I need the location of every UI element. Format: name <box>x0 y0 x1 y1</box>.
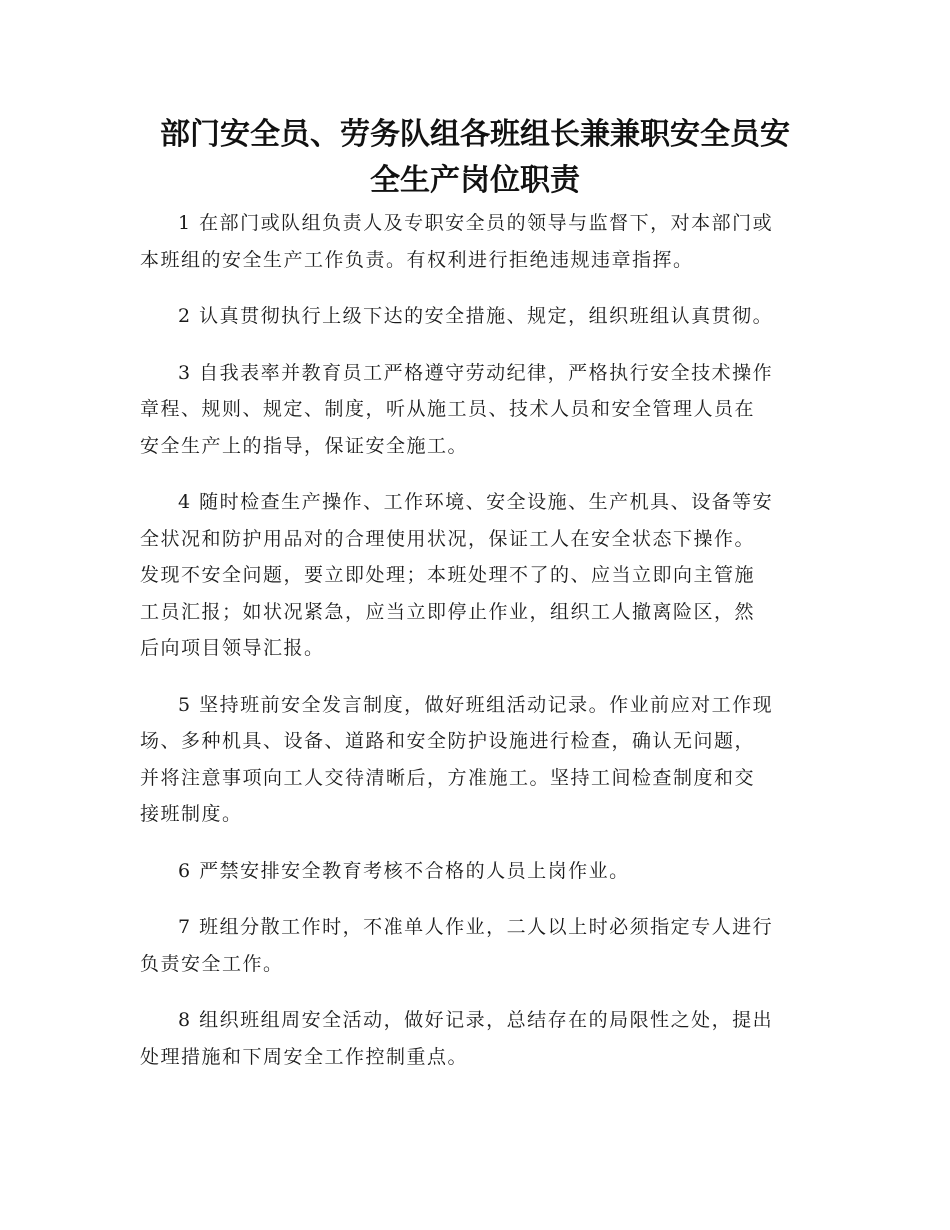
paragraph-line: 后向项目领导汇报。 <box>140 637 325 659</box>
paragraph-line: 处理措施和下周安全工作控制重点。 <box>140 1045 469 1068</box>
paragraph-line: 本班组的安全生产工作负责。有权利进行拒绝违规违章指挥。 <box>140 248 694 271</box>
paragraph-3 <box>140 355 812 465</box>
paragraph-line: 4 随时检查生产操作、工作环境、安全设施、生产机具、设备等安 <box>178 491 774 513</box>
paragraph-line: 6 严禁安排安全教育考核不合格的人员上岗作业。 <box>178 859 630 882</box>
paragraph-line: 工员汇报；如状况紧急，应当立即停止作业，组织工人撤离险区，然 <box>140 600 756 623</box>
paragraph-line: 3 自我表率并教育员工严格遵守劳动纪律，严格执行安全技术操作 <box>178 361 774 384</box>
paragraph-line: 5 坚持班前安全发言制度，做好班组活动记录。作业前应对工作现 <box>178 693 774 716</box>
paragraph-line: 场、多种机具、设备、道路和安全防护设施进行检查，确认无问题， <box>140 730 756 752</box>
paragraph-8 <box>140 1002 812 1075</box>
paragraph-line: 发现不安全问题，要立即处理；本班处理不了的、应当立即向主管施 <box>140 564 756 586</box>
paragraph-2 <box>140 298 812 335</box>
paragraph-line: 安全生产上的指导，保证安全施工。 <box>140 434 469 457</box>
paragraph-4 <box>140 484 812 667</box>
paragraph-6 <box>140 853 812 890</box>
paragraph-1 <box>140 205 812 278</box>
paragraph-5 <box>140 687 812 833</box>
title-line: 部门安全员、劳务队组各班组长兼兼职安全员安 <box>160 117 790 152</box>
paragraph-line: 7 班组分散工作时，不准单人作业，二人以上时必须指定专人进行 <box>178 916 774 938</box>
paragraph-line: 章程、规则、规定、制度，听从施工员、技术人员和安全管理人员在 <box>140 398 756 420</box>
paragraph-line: 2 认真贯彻执行上级下达的安全措施、规定，组织班组认真贯彻。 <box>178 305 774 327</box>
paragraph-line: 1 在部门或队组负责人及专职安全员的领导与监督下，对本部门或 <box>178 212 774 234</box>
document-body <box>140 205 812 1095</box>
paragraph-line: 接班制度。 <box>140 803 243 825</box>
paragraph-7 <box>140 909 812 982</box>
document-title <box>140 112 810 204</box>
paragraph-line: 8 组织班组周安全活动，做好记录，总结存在的局限性之处，提出 <box>178 1009 774 1031</box>
title-line: 全生产岗位职责 <box>370 163 580 198</box>
paragraph-line: 并将注意事项向工人交待清晰后，方准施工。坚持工间检查制度和交 <box>140 766 756 789</box>
paragraph-line: 全状况和防护用品对的合理使用状况，保证工人在安全状态下操作。 <box>140 527 756 550</box>
paragraph-line: 负责安全工作。 <box>140 952 284 975</box>
